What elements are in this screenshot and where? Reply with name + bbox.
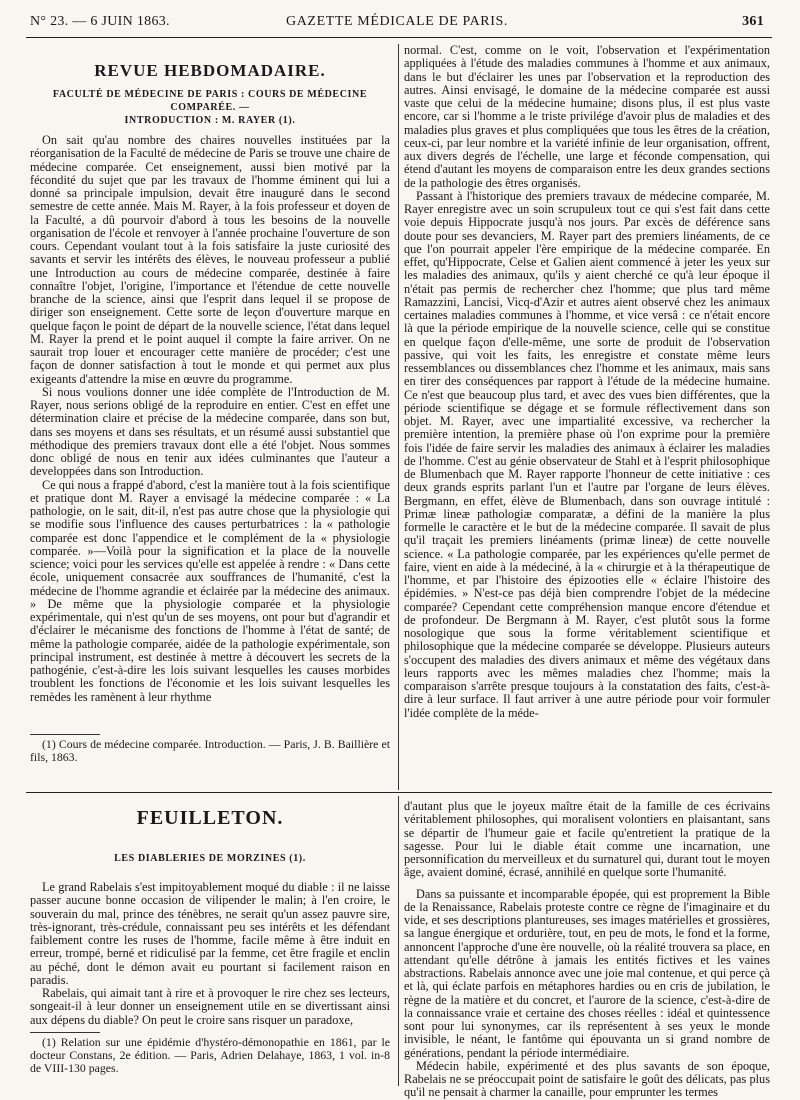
feuilleton-paragraph: Médecin habile, expérimenté et des plus savants de son époque, Rabelais ne se préoccupait point de satisfaire le goût des délicats, pas plus qu'il ne pensait à charmer la canaille, pour emprunter les termes bbox=[404, 1058, 770, 1100]
feuilleton-paragraph: Dans sa puissante et incomparable épopée, qui est proprement la Bible de la Renaissance, Rabelais proteste contre ce règne de l'imaginaire et du vide, et ses descriptions plantureuses, ses images matérielles et grossières, sa langue énergique et ordurière, tout, en peu de mots, le fond et la forme, annoncent l'approche d'une ère nouvelle, où la réalité trouvera sa place, en attendant qu'elle détrône à jamais les entités fictives et les vaines abstractions. Rabelais annonce avec une joie mal contenue, et qui perce çà et là, qui éclate parfois en métaphores hardies ou en cris de jubilation, le règne de la matière et du concret, et l'aurore de la science, c'est-à-dire de la connaissance vraie et certaine des choses réelles : idéal et quintessence sont pour lui synonymes, car ils représentent à ses yeux le monde invisible, le néant, le fantôme qui épouvanta un si grand nombre de générations, pendant la période intermédiaire. bbox=[404, 886, 770, 1060]
revue-paragraph: On sait qu'au nombre des chaires nouvelles instituées par la réorganisation de la Faculté de médecine de Paris se trouve une chaire de médecine comparée. Cet enseignement, aussi bien motivé par la fécondité du sujet que par les travaux de l'homme éminent qui lui a donné sa principale impulsion, devait être inauguré dans le second semestre de cette année. Mais M. Rayer, à la fois professeur et doyen de la Faculté, a dû pourvoir d'abord à tous les besoins de la nouvelle organisation de l'école et renvoyer à l'année prochaine l'ouverture de son cours. Cependant voulant tout à la fois satisfaire la juste curiosité des savants et servir les intérêts des élèves, le nouveau professeur a publié une Introduction au cours de médecine comparée, destinée à faire connaître l'objet, l'origine, l'importance et l'étendue de cette nouvelle branche de la science, ainsi que l'esprit dans lequel il se propose de diriger son enseignement. Cette sorte de leçon d'ouverture marque en quelque façon le point de départ de la nouvelle science, l'état dans lequel M. Rayer la prend et le point auquel il compte la faire arriver. On ne saurait trop louer et encourager cette manière de procéder; c'est une façon de donner satisfaction à tout le monde et qui permet aux plus exigeants d'attendre la mise en œuvre du programme. bbox=[30, 133, 390, 386]
footnote-rule bbox=[30, 1032, 100, 1033]
revue-left-column bbox=[30, 60, 390, 730]
feuilleton-footnote bbox=[30, 1036, 390, 1082]
feuilleton-paragraph: d'autant plus que le joyeux maître était de la famille de ces écrivains véritablement philosophes, qui moralisent volontiers en plaisantant, sans se départir de l'humeur gaie et facile qu'entretient la pratique de la sagesse. Pour lui le diable était comme une incarnation, une personnification du merveilleux et du surnaturel qui, durant tout le moyen âge, avaient dominé, écrasé, annihilé en quelque sorte l'humanité. bbox=[404, 799, 770, 880]
revue-subtitle-1: FACULTÉ DE MÉDECINE DE PARIS : COURS DE MÉDECINE COMPARÉE. — bbox=[52, 89, 368, 113]
revue-footnote bbox=[30, 738, 390, 768]
revue-paragraph: Passant à l'historique des premiers travaux de médecine comparée, M. Rayer enregistre avec un soin scrupuleux tout ce qui s'est fait dans cette voie depuis Hippocrate jusqu'à nos jours. Par excès de déférence sans doute pour ses devanciers, M. Rayer part des premiers linéaments, de ce que l'on pourrait appeler l'ère empirique de la médecine comparée. En effet, qu'Hippocrate, Celse et Galien aient commencé à jeter les yeux sur les maladies des animaux, qu'ils y aient cherché ce qu'à leur époque il n'était pas permis de rechercher chez l'homme; que plus tard même Ramazzini, Lancisi, Vicq-d'Azir et autres aient observé chez les animaux certaines maladies communes à l'homme, et vice versâ : ce n'était encore là que la période empirique de la nouvelle science, celle qui se constitue en quelque façon d'elle-même, une sorte de produit de l'observation passive, qui voit les faits, les enregistre et constate même leurs ressemblances ou dissemblances chez l'homme et les animaux, mais sans en tirer des conséquences par rapport à l'étude de la médecine humaine. Ce n'est que beaucoup plus tard, et avec des vues bien différentes, que la période scientifique se dégage et se formule réflectivement dans son objet. M. Rayer, avec une impartialité excessive, va rechercher la première intention, la première phase où l'on exprime pour la première fois l'idée de faire servir les maladies des animaux à éclairer les maladies de l'homme. C'est au génie observateur de Stahl et à l'esprit philosophique de Blumenbach que M. Rayer rapporte l'honneur de cette initiative : ces deux grands esprits parlant l'un et l'autre par l'organe de leurs élèves. Bergmann, en effet, élève de Blumenbach, dans son ouvrage intitulé : Primæ lineæ pathologiæ comparatæ, a défini de la manière la plus formelle le caractère et le but de la médecine comparée. Il savait de plus qu'il traçait les premiers linéaments (primæ lineæ) de cette nouvelle science. « La pathologie comparée, par les expériences qu'elle permet de faire, vient en aide à la médeciné, à la « chirurgie et à la thérapeutique de l'homme, et par l'histoire des épizooties elle « éclaire l'histoire des épidémies. » N'est-ce pas déjà bien comprendre l'objet de la médecine comparée? Cependant cette compréhension manque encore d'étendue et de profondeur. De Bergmann à M. Rayer, c'est plutôt sous la forme nosologique que sous la forme véritablement scientifique et philosophique que la médecine comparée se développe. Plusieurs auteurs s'occupent des maladies des divers animaux et même des végétaux dans leurs rapports avec les mêmes maladies chez l'homme; mais la comparaison s'arrête presque toujours à la constatation des faits, c'est-à-dire à leur surface. Il faut arriver à une autre période pour voir formuler l'idée complète de la méde- bbox=[404, 188, 770, 720]
revue-title: REVUE HEBDOMADAIRE. bbox=[94, 61, 326, 80]
revue-subtitle-2: INTRODUCTION : M. RAYER (1). bbox=[124, 115, 296, 126]
feuilleton-subtitle: LES DIABLERIES DE MORZINES (1). bbox=[114, 853, 306, 864]
feuilleton-paragraph: Rabelais, qui aimait tant à rire et à provoquer le rire chez ses lecteurs, songeait-il à leur donner un enseignement utile en se divertissant ainsi aux dépens du diable? On peut le croire sans risquer un paradoxe, bbox=[30, 986, 390, 1027]
footnote-rule bbox=[30, 734, 100, 735]
revue-footnote-text: (1) Cours de médecine comparée. Introduction. — Paris, J. B. Baillière et fils, 1863. bbox=[30, 737, 390, 764]
feuilleton-left-column bbox=[30, 800, 390, 1065]
journal-title: GAZETTE MÉDICALE DE PARIS. bbox=[286, 14, 508, 29]
feuilleton-paragraph: Le grand Rabelais s'est impitoyablement moqué du diable : il ne laisse passer aucune bonne occasion de vilipender le malin; à l'en croire, le souverain du mal, prince des ténèbres, ne serait qu'un assez pauvre sire, très-ignorant, très-crédule, connaissant peu ses intérêts et les défendant faiblement contre les ruses de l'homme, facile même à être induit en erreur, trompé, berné et ridiculisé par la femme, cet être fragile et enclin au péché, dont le démon avait eu pourtant si facilement raison en paradis. bbox=[30, 880, 390, 987]
feuilleton-title: FEUILLETON. bbox=[136, 807, 284, 829]
column-divider bbox=[398, 796, 399, 1086]
feuilleton-right-column bbox=[404, 799, 770, 1100]
header-rule bbox=[26, 37, 772, 38]
issue-date: N° 23. — 6 JUIN 1863. bbox=[30, 14, 170, 29]
revue-paragraph: Ce qui nous a frappé d'abord, c'est la manière tout à la fois scientifique et pratique dont M. Rayer a envisagé la médecine comparée : « La pathologie, on le sait, dit-il, n'est pas autre chose que la physiologie qui se modifie sous l'influence des causes perturbatrices : la « pathologie comparée est donc l'appendice et le complément de la « physiologie comparée. »—Voilà pour la signification et la place de la nouvelle science; voici pour les services qu'elle est appelée à rendre : « Dans cette école, uniquement consacrée aux souffrances de l'humanité, c'est la médecine de l'homme agrandie et éclairée par la médecine des animaux. » De même que la physiologie comparée et la physiologie expérimentale, qui n'est qu'un de ses moyens, ont pour but d'agrandir et d'éclairer le mécanisme des fonctions de l'homme à l'état de santé; de même la pathologie comparée, aidée de la pathologie expérimentale, son principal instrument, est destinée à mettre à découvert les secrets de la pathogénie, c'est-à-dire les lois suivant lesquelles les causes morbides troublent les fonctions de l'économie et les lois suivant lesquelles les remèdes les ramènent à leur rhythme bbox=[30, 477, 390, 704]
revue-paragraph: Si nous voulions donner une idée complète de l'Introduction de M. Rayer, nous serions obligé de la reproduire en entier. C'est en effet une détermination claire et précise de la médecine comparée, dans son but, dans ses moyens et dans ses résultats, et un résumé aussi substantiel que méthodique des premiers travaux dont elle a été l'objet. Nous sommes donc obligé de nous en tenir aux idées culminantes que l'auteur a developpées dans son Introduction. bbox=[30, 384, 390, 479]
column-divider bbox=[398, 44, 399, 790]
page-number: 361 bbox=[742, 14, 764, 29]
revue-right-column bbox=[404, 44, 770, 788]
feuilleton-rule bbox=[26, 792, 772, 793]
revue-paragraph: normal. C'est, comme on le voit, l'observation et l'expérimentation appliquées à l'étude des maladies communes à l'homme et aux animaux, dans le but d'éclairer les unes par l'observation et la reproduction des autres. Ainsi envisagé, le domaine de la médecine comparée est aussi vaste que celui de la médecine humaine; disons plus, il est plus vaste encore, car si l'homme a le triste privilége d'avoir plus de maladies et des maladies plus graves et plus compliquées que tous les êtres de la création, ceux-ci, par leur nombre et la variété infinie de leur organisation, offrent, aux divers degrés de l'échelle, une large et féconde compensation, qui étend d'autant les moyens de comparaison entre les deux grandes sections de la pathologie des êtres organisés. bbox=[404, 43, 770, 190]
running-header bbox=[30, 14, 764, 36]
feuilleton-footnote-text: (1) Relation sur une épidémie d'hystéro-démonopathie en 1861, par le docteur Constans, 2e édition. — Paris, Adrien Delahaye, 1863, 1 vol. in-8 de VIII-130 pages. bbox=[30, 1035, 390, 1075]
